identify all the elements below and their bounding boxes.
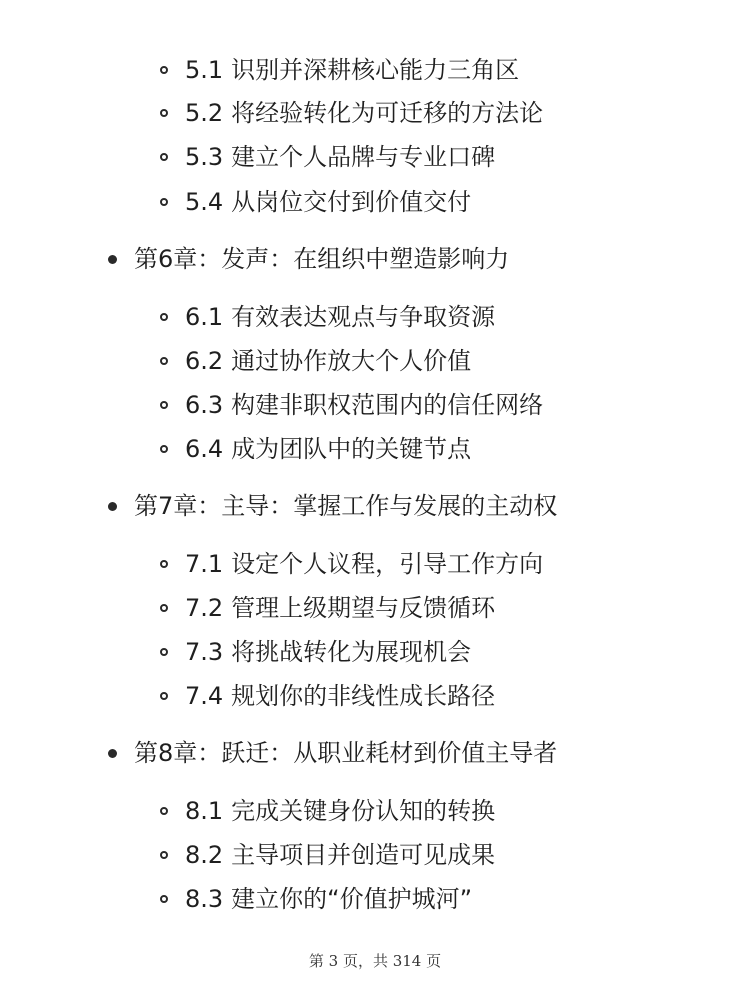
hollow-bullet-icon [160, 692, 168, 700]
hollow-bullet-icon [160, 66, 168, 74]
section-number: 6.1 [185, 303, 224, 331]
toc-item [160, 549, 543, 579]
section-number: 6.2 [185, 347, 224, 375]
toc-item [160, 884, 472, 914]
section-title: 成为团队中的关键节点 [231, 435, 472, 463]
toc-chapter [108, 738, 557, 768]
chapter-title: 第7章：主导：掌握工作与发展的主动权 [134, 492, 558, 520]
hollow-bullet-icon [160, 198, 168, 206]
hollow-bullet-icon [160, 109, 168, 117]
section-number: 6.3 [185, 391, 224, 419]
section-number: 5.3 [185, 143, 224, 171]
section-number: 7.3 [185, 638, 224, 666]
hollow-bullet-icon [160, 401, 168, 409]
section-title: 将挑战转化为展现机会 [231, 638, 472, 666]
toc-item [160, 302, 495, 332]
toc-item [160, 840, 495, 870]
section-title: 规划你的非线性成长路径 [231, 682, 496, 710]
chapter-title: 第8章：跃迁：从职业耗材到价值主导者 [134, 739, 558, 767]
hollow-bullet-icon [160, 445, 168, 453]
section-number: 7.4 [185, 682, 224, 710]
section-number: 7.1 [185, 550, 224, 578]
section-title: 建立个人品牌与专业口碑 [231, 143, 496, 171]
section-number: 5.1 [185, 56, 224, 84]
solid-bullet-icon [108, 255, 117, 264]
toc-item [160, 98, 543, 128]
toc-chapter [108, 244, 509, 274]
solid-bullet-icon [108, 502, 117, 511]
toc-item [160, 681, 495, 711]
toc-item [160, 593, 495, 623]
toc-item [160, 346, 471, 376]
solid-bullet-icon [108, 749, 117, 758]
hollow-bullet-icon [160, 153, 168, 161]
section-title: 识别并深耕核心能力三角区 [231, 56, 520, 84]
section-number: 8.2 [185, 841, 224, 869]
section-title: 完成关键身份认知的转换 [231, 797, 496, 825]
hollow-bullet-icon [160, 560, 168, 568]
section-number: 5.2 [185, 99, 224, 127]
hollow-bullet-icon [160, 851, 168, 859]
section-number: 8.3 [185, 885, 224, 913]
section-number: 5.4 [185, 188, 224, 216]
section-number: 8.1 [185, 797, 224, 825]
hollow-bullet-icon [160, 604, 168, 612]
toc-item [160, 796, 495, 826]
hollow-bullet-icon [160, 807, 168, 815]
section-title: 通过协作放大个人价值 [231, 347, 472, 375]
section-title: 设定个人议程，引导工作方向 [231, 550, 544, 578]
section-title: 主导项目并创造可见成果 [231, 841, 496, 869]
section-title: 将经验转化为可迁移的方法论 [231, 99, 544, 127]
toc-item [160, 187, 471, 217]
section-number: 7.2 [185, 594, 224, 622]
section-title: 管理上级期望与反馈循环 [231, 594, 496, 622]
section-title: 构建非职权范围内的信任网络 [231, 391, 544, 419]
hollow-bullet-icon [160, 648, 168, 656]
toc-item [160, 637, 471, 667]
hollow-bullet-icon [160, 357, 168, 365]
toc-item [160, 55, 519, 85]
hollow-bullet-icon [160, 313, 168, 321]
section-title: 从岗位交付到价值交付 [231, 188, 472, 216]
section-title: 建立你的“价值护城河” [231, 885, 473, 913]
section-title: 有效表达观点与争取资源 [231, 303, 496, 331]
toc-chapter [108, 491, 557, 521]
hollow-bullet-icon [160, 895, 168, 903]
toc-item [160, 142, 495, 172]
toc-item [160, 390, 543, 420]
toc-item [160, 434, 471, 464]
section-number: 6.4 [185, 435, 224, 463]
chapter-title: 第6章：发声：在组织中塑造影响力 [134, 245, 510, 273]
page-footer: 第 3 页，共 314 页 [308, 952, 442, 970]
